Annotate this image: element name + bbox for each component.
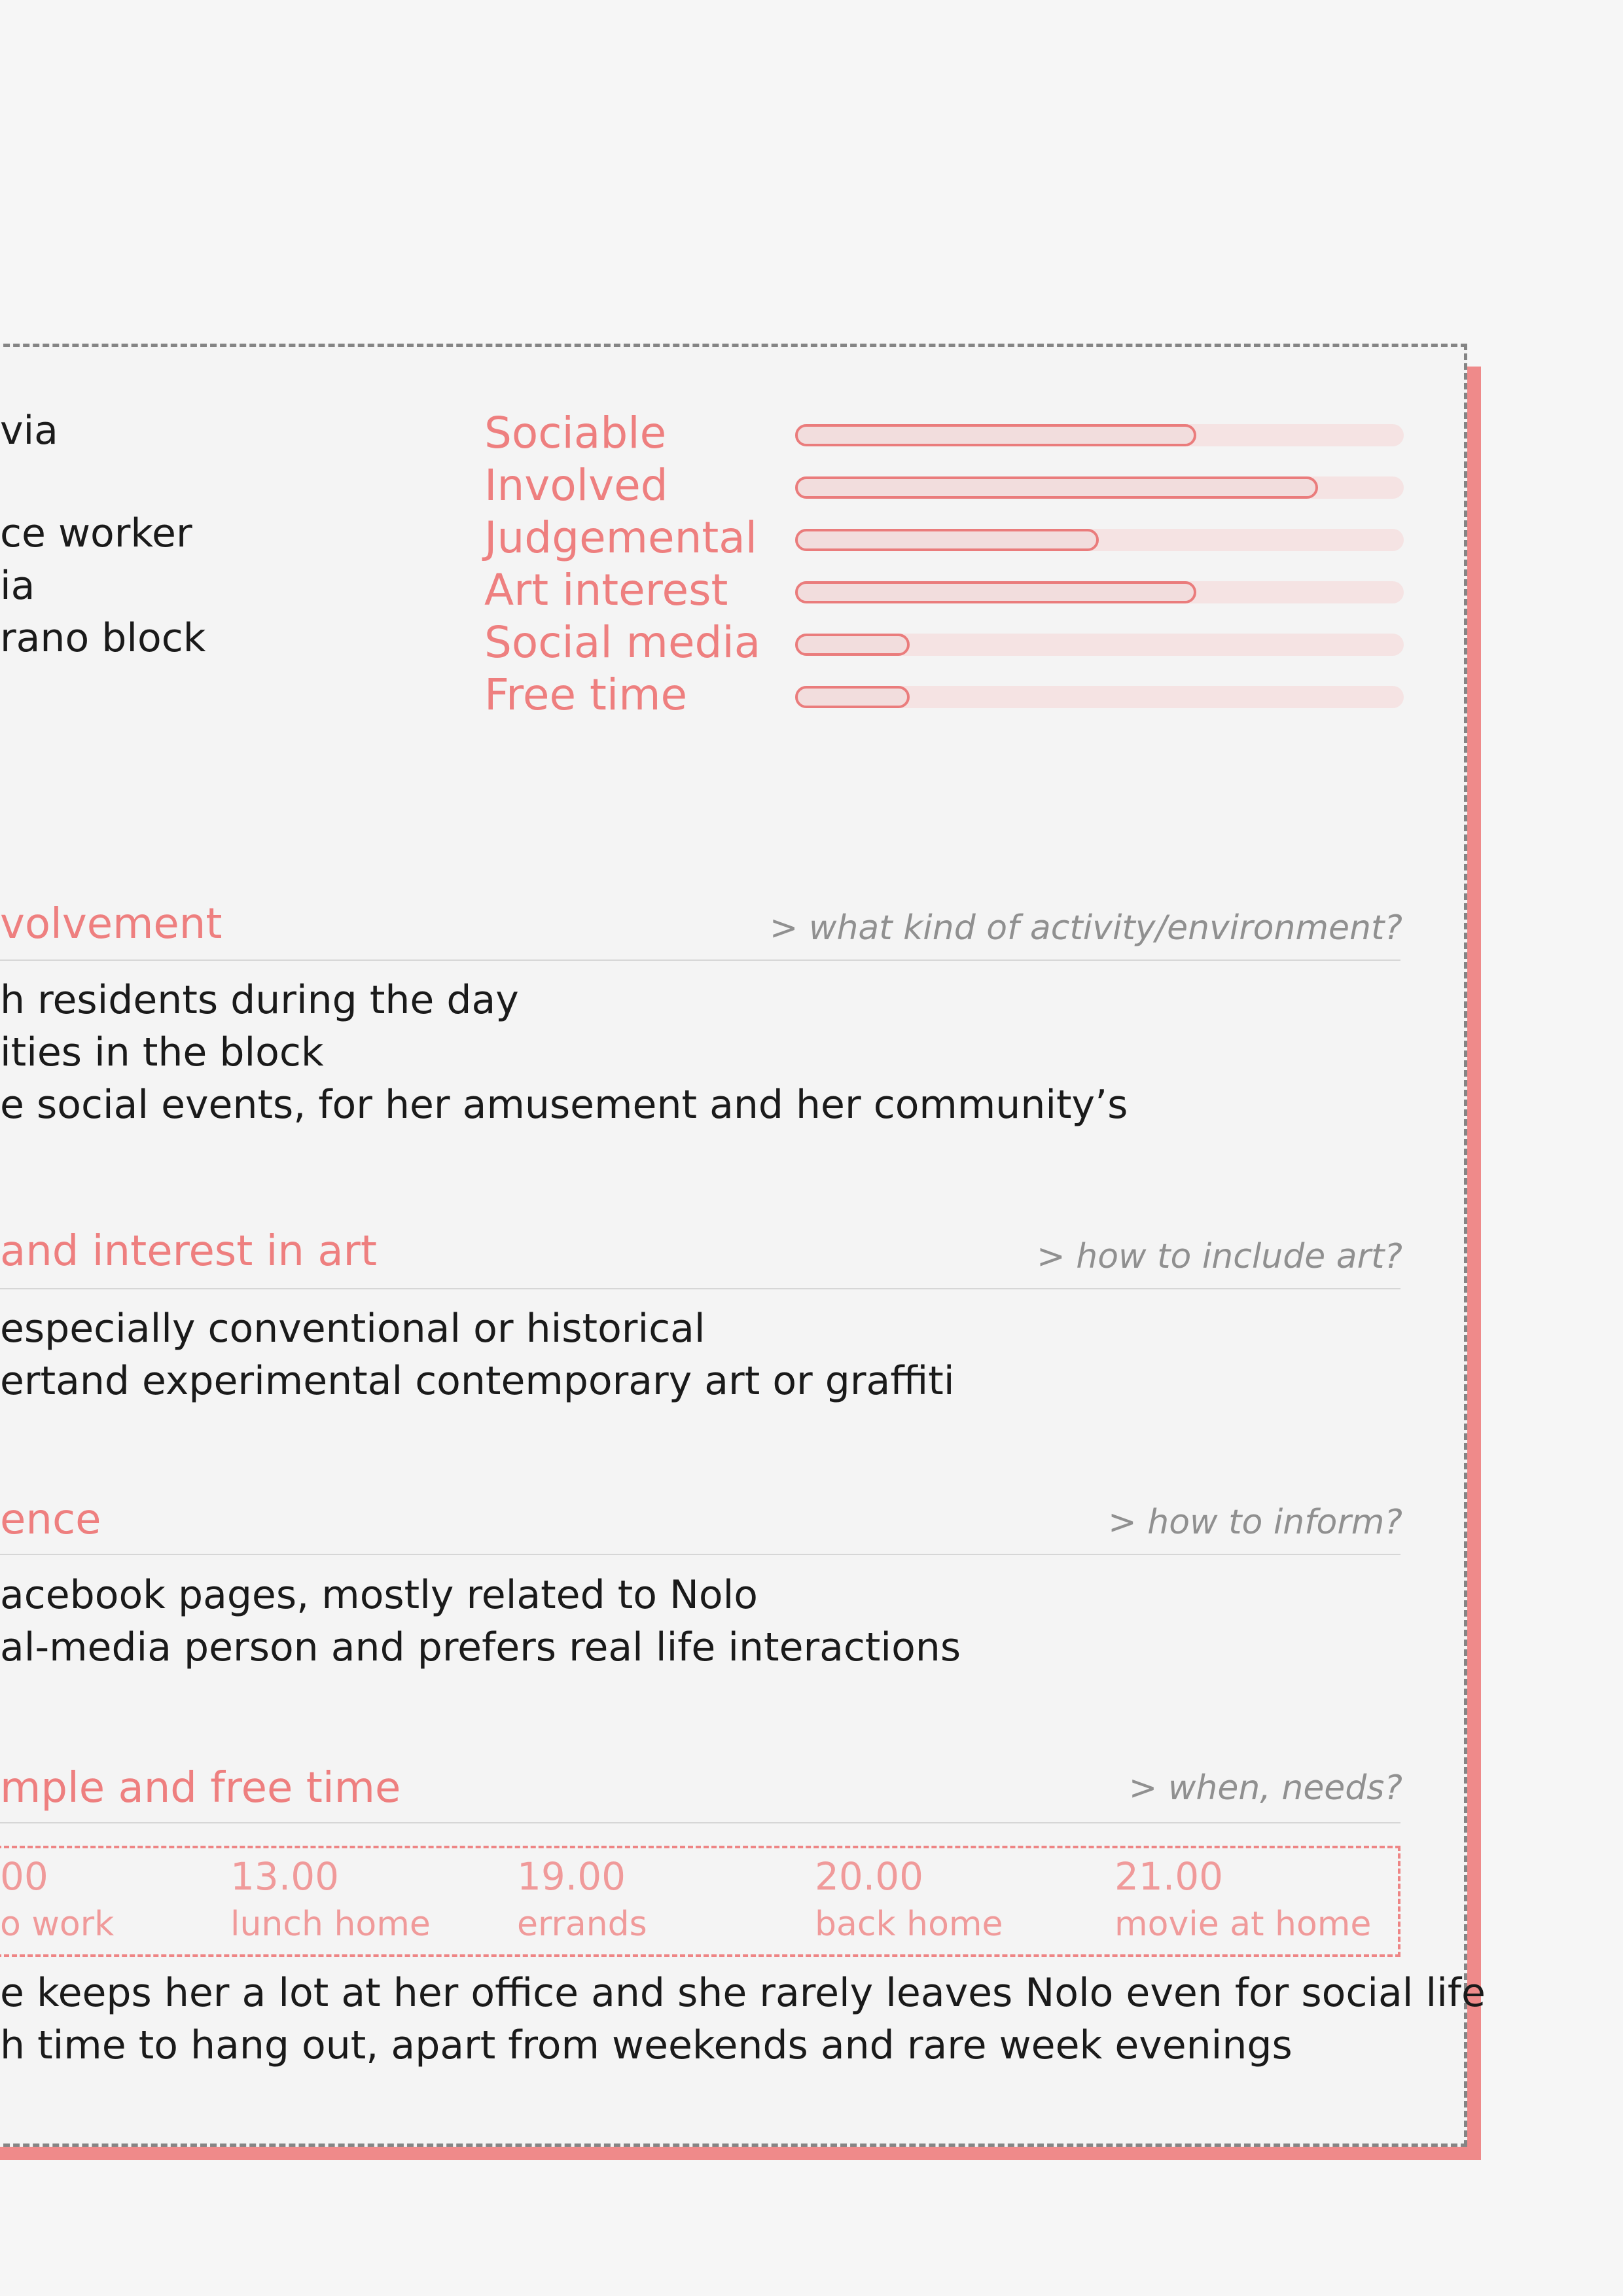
timeline-time: 19.00	[517, 1854, 626, 1899]
trait-label-involved: Involved	[484, 460, 668, 511]
trait-fill-free-time	[795, 686, 910, 708]
section-line: h residents during the day	[0, 977, 519, 1023]
profile-line-name: via	[0, 408, 58, 454]
timeline-time: 13.00	[230, 1854, 340, 1899]
section-title-art: and interest in art	[0, 1227, 377, 1276]
section-question-influence: > how to inform?	[1108, 1503, 1402, 1542]
trait-label-judgemental: Judgemental	[484, 512, 758, 563]
trait-bar-art-interest	[795, 581, 1404, 603]
section-line: e social events, for her amusement and her community’s	[0, 1082, 1128, 1128]
profile-line-residence: rano block	[0, 615, 206, 661]
timeline-label: lunch home	[230, 1905, 431, 1944]
trait-bar-judgemental	[795, 529, 1404, 551]
section-line: especially conventional or historical	[0, 1306, 705, 1352]
section-divider	[0, 1554, 1400, 1555]
timeline-label: o work	[0, 1905, 115, 1944]
timeline-label: movie at home	[1115, 1905, 1372, 1944]
section-question-art: > how to include art?	[1037, 1237, 1402, 1276]
trait-label-art-interest: Art interest	[484, 565, 728, 615]
section-line: ities in the block	[0, 1030, 324, 1075]
section-title-free-time: mple and free time	[0, 1764, 401, 1812]
timeline-label: errands	[517, 1905, 647, 1944]
section-line: al-media person and prefers real life interactions	[0, 1624, 961, 1670]
trait-fill-art-interest	[795, 581, 1196, 603]
section-line: ertand experimental contemporary art or graffiti	[0, 1358, 955, 1404]
trait-fill-involved	[795, 476, 1318, 499]
timeline-time: 21.00	[1115, 1854, 1224, 1899]
section-line: h time to hang out, apart from weekends and rare week evenings	[0, 2022, 1293, 2068]
section-divider	[0, 1288, 1400, 1289]
profile-line-origin: ia	[0, 563, 35, 609]
trait-bar-sociable	[795, 424, 1404, 446]
section-title-involvement: volvement	[0, 900, 223, 948]
section-divider	[0, 960, 1400, 961]
section-line: e keeps her a lot at her office and she rarely leaves Nolo even for social life	[0, 1970, 1486, 2016]
trait-fill-social-media	[795, 634, 910, 656]
timeline-label: back home	[815, 1905, 1003, 1944]
trait-bar-involved	[795, 476, 1404, 499]
trait-fill-sociable	[795, 424, 1196, 446]
trait-label-sociable: Sociable	[484, 408, 667, 458]
trait-fill-judgemental	[795, 529, 1099, 551]
section-question-involvement: > what kind of activity/environment?	[769, 908, 1402, 948]
section-question-free-time: > when, needs?	[1128, 1768, 1402, 1808]
trait-label-social-media: Social media	[484, 617, 761, 668]
trait-label-free-time: Free time	[484, 670, 688, 720]
timeline-time: 00	[0, 1854, 48, 1899]
section-title-influence: ence	[0, 1496, 101, 1544]
profile-line-job: ce worker	[0, 511, 192, 556]
section-divider	[0, 1822, 1400, 1823]
timeline-time: 20.00	[815, 1854, 924, 1899]
trait-bar-free-time	[795, 686, 1404, 708]
section-line: acebook pages, mostly related to Nolo	[0, 1572, 758, 1618]
trait-bar-social-media	[795, 634, 1404, 656]
